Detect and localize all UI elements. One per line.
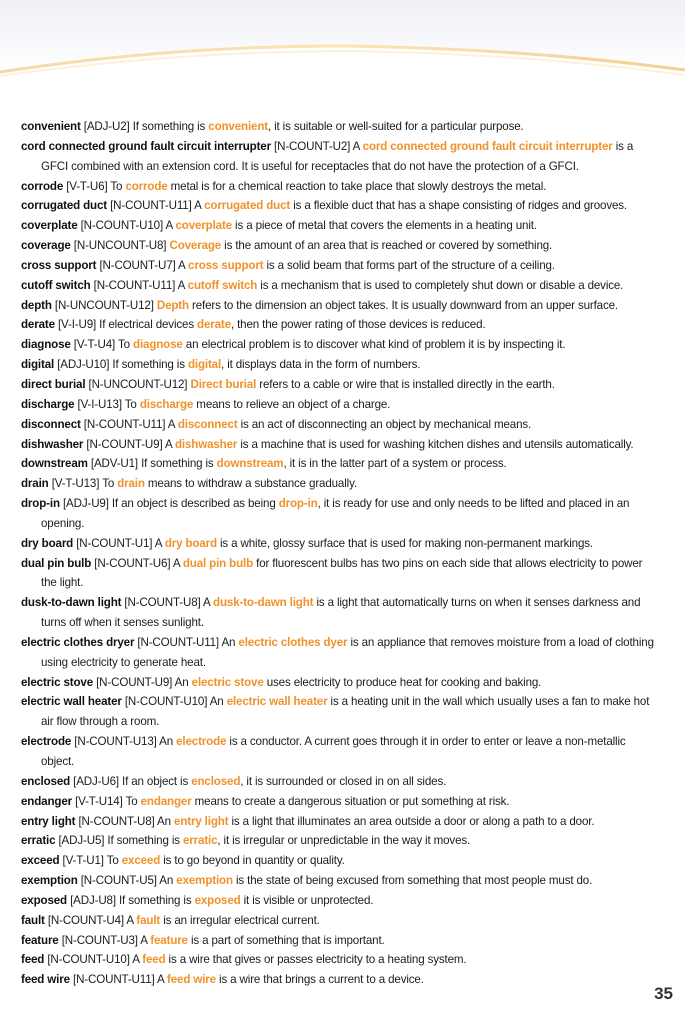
- entry-tag: [ADJ-U9]: [62, 497, 109, 511]
- entry-text-before: A: [157, 973, 164, 987]
- entry-highlight: Direct burial: [190, 377, 257, 391]
- entry-term: drop-in: [21, 497, 60, 511]
- entry-text-before: An: [159, 874, 174, 888]
- entry-tag: [N-COUNT-U11]: [137, 635, 219, 649]
- glossary-entry: [21, 177, 661, 197]
- entry-tag: [ADJ-U10]: [57, 358, 110, 372]
- glossary-entry: [21, 137, 661, 177]
- entry-term: exposed: [21, 893, 67, 907]
- entry-text-before: To: [110, 179, 123, 193]
- entry-text-before: A: [172, 556, 180, 570]
- entry-text-after: is a piece of metal that covers the elements in a heating unit.: [231, 219, 537, 233]
- entry-text-after: is a mechanism that is used to completely shut down or disable a device.: [257, 278, 624, 292]
- entry-text-after: an electrical problem is to discover what kind of problem it is by inspecting it.: [182, 338, 566, 352]
- entry-tag: [N-COUNT-U11]: [93, 278, 176, 292]
- entry-term: erratic: [21, 834, 56, 848]
- glossary-entry: [21, 415, 661, 435]
- entry-tag: [ADJ-U8]: [70, 893, 116, 907]
- entry-text-after: , it is irregular or unpredictable in the way it moves.: [217, 834, 471, 848]
- entry-term: disconnect: [21, 417, 81, 431]
- entry-highlight: corrode: [125, 179, 168, 193]
- entry-term: cord connected ground fault circuit interrupter: [21, 139, 271, 153]
- glossary-entry: [21, 435, 661, 455]
- entry-text-after: is a part of something that is important.: [187, 933, 385, 947]
- entry-text-after: is a conductor. A current goes through it in order to enter or leave a non-metallic object.: [41, 735, 626, 768]
- entry-tag: [N-COUNT-U5]: [80, 874, 157, 888]
- entry-tag: [N-COUNT-U6]: [94, 556, 171, 570]
- entry-text-after: is a light that illuminates an area outside a door or along a path to a door.: [228, 814, 595, 828]
- entry-text-before: A: [352, 139, 360, 153]
- entry-highlight: Coverage: [169, 239, 222, 253]
- entry-text-before: A: [154, 536, 162, 550]
- entry-highlight: exemption: [176, 874, 233, 888]
- entry-text-before: A: [177, 278, 185, 292]
- glossary-entry: [21, 534, 661, 554]
- entry-text-before: If something is: [112, 358, 185, 372]
- entry-tag: [N-COUNT-U7]: [99, 258, 176, 272]
- entry-text-before: To: [125, 794, 138, 808]
- glossary-entry: [21, 732, 661, 772]
- entry-text-after: is a white, glossy surface that is used for making non-permanent markings.: [216, 536, 593, 550]
- entry-highlight: coverplate: [175, 219, 232, 233]
- glossary-entry: [21, 196, 661, 216]
- glossary-entry: [21, 454, 661, 474]
- entry-tag: [N-COUNT-U1]: [76, 536, 153, 550]
- entry-text-before: If something is: [118, 893, 192, 907]
- entry-text-after: is to go beyond in quantity or quality.: [160, 854, 345, 868]
- entry-term: endanger: [21, 794, 72, 808]
- entry-text-after: is a heating unit in the wall which usually uses a fan to make hot air flow through a room.: [41, 695, 650, 729]
- entry-text-before: A: [194, 199, 202, 213]
- entry-term: convenient: [21, 120, 81, 133]
- entry-text-before: A: [167, 417, 175, 431]
- entry-highlight: endanger: [140, 794, 192, 808]
- entry-highlight: enclosed: [191, 774, 241, 788]
- glossary-entry: [21, 355, 661, 375]
- entry-tag: [ADJ-U2]: [83, 120, 130, 133]
- glossary-entry: [21, 911, 661, 931]
- entry-highlight: feature: [150, 933, 188, 947]
- entry-highlight: dusk-to-dawn light: [213, 596, 314, 610]
- glossary-entry: [21, 276, 661, 296]
- entry-term: coverplate: [21, 219, 78, 233]
- glossary-entry: [21, 315, 661, 335]
- entry-tag: [ADJ-U5]: [58, 834, 105, 848]
- entry-highlight: electrode: [176, 735, 227, 749]
- entry-text-after: means to relieve an object of a charge.: [193, 397, 391, 411]
- entry-highlight: dry board: [164, 536, 217, 550]
- entry-tag: [N-UNCOUNT-U8]: [73, 239, 167, 253]
- entry-highlight: dual pin bulb: [182, 556, 254, 570]
- entry-term: corrugated duct: [21, 199, 107, 213]
- entry-term: feed: [21, 953, 45, 967]
- entry-text-after: , it is suitable or well-suited for a particular purpose.: [267, 120, 524, 133]
- entry-highlight: feed: [142, 953, 166, 967]
- entry-tag: [V-T-U1]: [62, 854, 104, 868]
- entry-text-after: is a flexible duct that has a shape consisting of ridges and grooves.: [290, 199, 628, 213]
- entry-text-before: A: [140, 933, 148, 947]
- entry-term: depth: [21, 298, 52, 312]
- entry-term: dry board: [21, 536, 74, 550]
- entry-term: feature: [21, 933, 59, 947]
- entry-text-after: , it is surrounded or closed in on all sides.: [240, 774, 447, 788]
- entry-term: exemption: [21, 874, 78, 888]
- entry-tag: [N-COUNT-U2]: [274, 139, 351, 153]
- glossary-entry: [21, 395, 661, 415]
- entry-highlight: fault: [136, 913, 161, 927]
- entry-text-before: An: [159, 735, 174, 749]
- entry-term: discharge: [21, 397, 75, 411]
- entry-term: direct burial: [21, 377, 86, 391]
- entry-highlight: erratic: [182, 834, 218, 848]
- entry-tag: [ADJ-U6]: [73, 774, 119, 788]
- entry-tag: [N-COUNT-U11]: [110, 199, 192, 213]
- entry-tag: [N-COUNT-U9]: [86, 437, 163, 451]
- entry-highlight: cross support: [188, 258, 264, 272]
- entry-highlight: corrugated duct: [204, 199, 291, 213]
- glossary-entry: [21, 970, 661, 990]
- entry-tag: [V-T-U6]: [66, 179, 108, 193]
- entry-tag: [N-COUNT-U10]: [80, 219, 164, 233]
- entry-term: cutoff switch: [21, 278, 91, 292]
- entry-text-before: An: [209, 695, 224, 709]
- entry-text-before: If something is: [132, 120, 206, 133]
- entry-highlight: cutoff switch: [187, 278, 258, 292]
- glossary-entry: [21, 593, 661, 633]
- entry-highlight: derate: [197, 318, 231, 332]
- entry-highlight: drain: [117, 477, 145, 491]
- glossary-list: [21, 117, 661, 990]
- glossary-entry: [21, 117, 661, 137]
- entry-text-after: means to withdraw a substance gradually.: [144, 477, 357, 491]
- glossary-entry: [21, 851, 661, 871]
- header-decoration: [0, 0, 685, 90]
- entry-highlight: feed wire: [167, 973, 216, 987]
- entry-text-before: To: [117, 338, 130, 352]
- entry-tag: [V-I-U9]: [57, 318, 97, 332]
- entry-text-after: is a GFCI combined with an extension cord. It is useful for receptacles that do not have the protection of a GFCI.: [41, 139, 634, 173]
- entry-term: feed wire: [21, 973, 70, 987]
- entry-highlight: digital: [187, 358, 222, 372]
- glossary-entry: [21, 831, 661, 851]
- entry-text-after: is a light that automatically turns on when it senses darkness and turns off when it senses sunlight.: [41, 596, 641, 630]
- entry-text-after: is an act of disconnecting an object by mechanical means.: [237, 417, 532, 431]
- entry-tag: [N-COUNT-U8]: [124, 596, 201, 610]
- glossary-entry: [21, 871, 661, 891]
- entry-tag: [N-COUNT-U13]: [74, 735, 157, 749]
- entry-highlight: dishwasher: [174, 437, 238, 451]
- entry-tag: [N-UNCOUNT-U12]: [54, 298, 154, 312]
- entry-tag: [N-COUNT-U3]: [61, 933, 138, 947]
- entry-text-before: A: [164, 437, 172, 451]
- entry-text-after: is a wire that gives or passes electricity to a heating system.: [165, 953, 467, 967]
- glossary-entry: [21, 236, 661, 256]
- glossary-entry: [21, 692, 661, 732]
- entry-text-before: If an object is described as being: [111, 497, 276, 511]
- entry-text-after: is a wire that brings a current to a device.: [215, 973, 424, 987]
- entry-term: downstream: [21, 457, 88, 471]
- entry-text-before: If something is: [107, 834, 180, 848]
- glossary-entry: [21, 931, 661, 951]
- entry-text-before: If an object is: [122, 774, 189, 788]
- glossary-entry: [21, 673, 661, 693]
- entry-term: dishwasher: [21, 437, 84, 451]
- entry-tag: [ADV-U1]: [90, 457, 138, 471]
- glossary-entry: [21, 950, 661, 970]
- entry-text-after: metal is for a chemical reaction to take place that slowly destroys the metal.: [167, 179, 547, 193]
- entry-text-after: uses electricity to produce heat for cooking and baking.: [263, 675, 542, 689]
- entry-highlight: Depth: [156, 298, 189, 312]
- entry-text-before: An: [157, 814, 171, 828]
- entry-term: derate: [21, 318, 55, 332]
- entry-highlight: electric wall heater: [226, 695, 328, 709]
- entry-term: electric clothes dryer: [21, 635, 135, 649]
- entry-text-after: , then the power rating of those devices is reduced.: [230, 318, 486, 332]
- entry-term: drain: [21, 477, 49, 491]
- entry-text-after: means to create a dangerous situation or put something at risk.: [191, 794, 510, 808]
- entry-highlight: disconnect: [177, 417, 238, 431]
- entry-highlight: convenient: [208, 120, 268, 133]
- entry-text-before: To: [102, 477, 115, 491]
- entry-tag: [V-T-U4]: [73, 338, 116, 352]
- glossary-entry: [21, 216, 661, 236]
- entry-highlight: cord connected ground fault circuit interrupter: [362, 139, 613, 153]
- glossary-entry: [21, 335, 661, 355]
- entry-text-after: is the state of being excused from something that most people must do.: [232, 874, 593, 888]
- entry-highlight: discharge: [139, 397, 194, 411]
- entry-text-before: An: [221, 635, 236, 649]
- entry-text-before: If something is: [141, 457, 214, 471]
- entry-tag: [N-COUNT-U10]: [124, 695, 208, 709]
- glossary-entry: [21, 891, 661, 911]
- entry-term: enclosed: [21, 774, 71, 788]
- entry-term: electric stove: [21, 675, 94, 689]
- entry-tag: [N-COUNT-U9]: [96, 675, 173, 689]
- entry-term: electric wall heater: [21, 695, 122, 709]
- entry-text-after: is an irregular electrical current.: [160, 913, 320, 927]
- entry-highlight: exceed: [121, 854, 161, 868]
- glossary-entry: [21, 474, 661, 494]
- entry-text-after: , it displays data in the form of numbers.: [221, 358, 421, 372]
- glossary-entry: [21, 554, 661, 594]
- entry-term: exceed: [21, 854, 60, 868]
- entry-text-after: is a machine that is used for washing kitchen dishes and utensils automatically.: [237, 437, 634, 451]
- entry-text-before: A: [126, 913, 134, 927]
- glossary-entry: [21, 772, 661, 792]
- glossary-entry: [21, 812, 661, 832]
- entry-tag: [N-COUNT-U4]: [47, 913, 124, 927]
- entry-tag: [N-COUNT-U8]: [78, 814, 155, 828]
- entry-text-after: is a solid beam that forms part of the structure of a ceiling.: [263, 258, 555, 272]
- entry-term: cross support: [21, 258, 97, 272]
- entry-text-before: To: [106, 854, 119, 868]
- page-number: 35: [654, 984, 673, 1003]
- entry-term: digital: [21, 358, 55, 372]
- entry-tag: [N-COUNT-U10]: [47, 953, 130, 967]
- entry-tag: [N-UNCOUNT-U12]: [88, 377, 188, 391]
- entry-highlight: exposed: [194, 893, 241, 907]
- entry-text-after: is an appliance that removes moisture from a load of clothing using electricity to generate heat.: [41, 635, 654, 669]
- entry-term: electrode: [21, 735, 72, 749]
- entry-text-before: An: [174, 675, 189, 689]
- entry-text-after: refers to a cable or wire that is installed directly in the earth.: [256, 377, 555, 391]
- entry-text-before: A: [178, 258, 185, 272]
- entry-text-before: A: [203, 596, 210, 610]
- entry-highlight: downstream: [216, 457, 284, 471]
- glossary-entry: [21, 296, 661, 316]
- entry-term: coverage: [21, 239, 71, 253]
- entry-highlight: electric stove: [191, 675, 264, 689]
- entry-text-after: for fluorescent bulbs has two pins on each side that allows electricity to power the light.: [41, 556, 643, 590]
- entry-text-before: To: [124, 397, 137, 411]
- glossary-entry: [21, 256, 661, 276]
- entry-tag: [N-COUNT-U11]: [73, 973, 155, 987]
- entry-text-before: A: [165, 219, 173, 233]
- glossary-entry: [21, 792, 661, 812]
- entry-term: entry light: [21, 814, 76, 828]
- header-wave-graphic: [0, 0, 685, 90]
- glossary-entry: [21, 494, 661, 534]
- entry-highlight: diagnose: [133, 338, 183, 352]
- entry-term: fault: [21, 913, 45, 927]
- glossary-entry: [21, 633, 661, 673]
- entry-text-before: If electrical devices: [99, 318, 194, 332]
- entry-tag: [N-COUNT-U11]: [83, 417, 166, 431]
- entry-text-after: , it is in the latter part of a system or process.: [283, 457, 507, 471]
- entry-term: dual pin bulb: [21, 556, 92, 570]
- entry-highlight: drop-in: [278, 497, 318, 511]
- entry-text-after: , it is ready for use and only needs to be lifted and placed in an opening.: [41, 497, 630, 530]
- entry-text-after: it is visible or unprotected.: [240, 893, 374, 907]
- entry-term: corrode: [21, 179, 64, 193]
- entry-text-after: is the amount of an area that is reached or covered by something.: [221, 239, 553, 253]
- entry-tag: [V-T-U14]: [75, 794, 123, 808]
- entry-text-after: refers to the dimension an object takes. It is usually downward from an upper surface.: [188, 298, 618, 312]
- entry-tag: [V-I-U13]: [77, 397, 122, 411]
- entry-highlight: electric clothes dyer: [238, 635, 348, 649]
- entry-text-before: A: [132, 953, 140, 967]
- entry-term: dusk-to-dawn light: [21, 596, 122, 610]
- entry-term: diagnose: [21, 338, 71, 352]
- entry-highlight: entry light: [174, 814, 229, 828]
- entry-tag: [V-T-U13]: [51, 477, 100, 491]
- glossary-entry: [21, 375, 661, 395]
